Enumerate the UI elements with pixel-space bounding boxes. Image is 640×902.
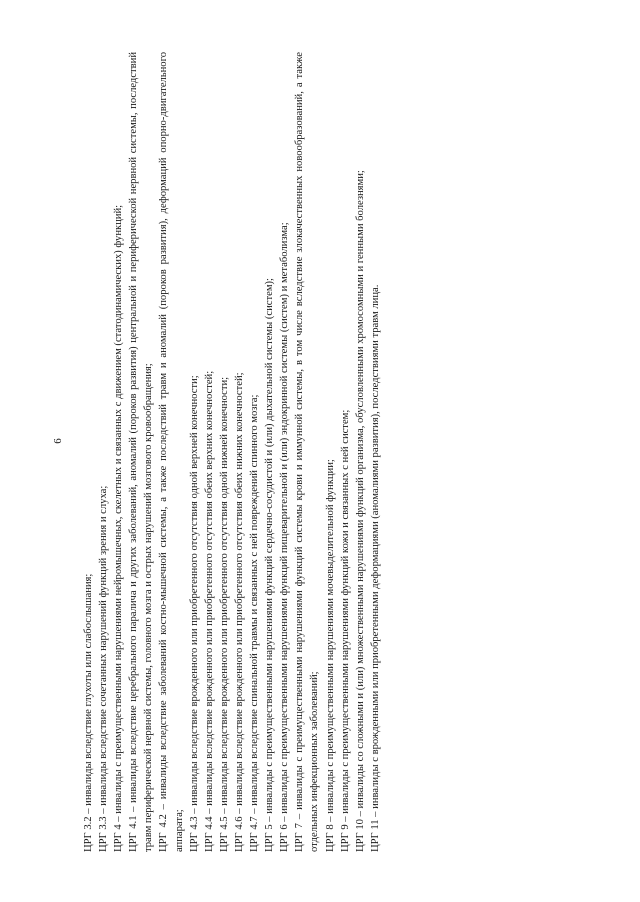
category-code: ЦРГ 7 [294, 823, 306, 852]
category-description: – инвалиды вследствие врожденного или приобретенного отсутствия одной верхней конечности; [188, 375, 200, 817]
category-description: – инвалиды с преимущественными нарушениями мочевыделительной функции; [324, 459, 336, 825]
list-item [126, 52, 156, 852]
category-code: ЦРГ 4.5 [218, 816, 230, 852]
category-code: ЦРГ 4.1 [128, 815, 140, 852]
category-description: – инвалиды вследствие врожденного или приобретенного отсутствия одной нижней конечности; [218, 376, 230, 817]
list-item [81, 52, 96, 852]
category-code: ЦРГ 11 [369, 819, 381, 852]
list-item [156, 52, 186, 852]
category-code: ЦРГ 5 [264, 824, 276, 852]
category-description: – инвалиды с преимущественными нарушениями функций системы крови и иммунной системы, в том числе вследствие злокачественных новообразований, а также отдельных инфекционных заболеваний; [294, 52, 321, 852]
list-item [277, 52, 292, 852]
category-code: ЦРГ 4.4 [203, 816, 215, 852]
category-description: – инвалиды с преимущественными нарушениями нейромышечных, скелетных и связанных с движением (статодинамических) функций; [113, 204, 125, 825]
list-item [187, 52, 202, 852]
category-code: ЦРГ 4.3 [188, 816, 200, 852]
list-item [202, 52, 217, 852]
list-item [353, 52, 368, 852]
category-description: – инвалиды вследствие глухоты или слабослышания; [83, 573, 94, 817]
category-description: – инвалиды вследствие врожденного или приобретенного отсутствия обеих верхних конечностей; [203, 370, 215, 817]
category-description: – инвалиды вследствие заболеваний костно-мышечной системы, а также последствий травм и аномалий (пороков развития), деформаций опорно-двигательного аппарата; [158, 52, 185, 852]
list-item [262, 52, 277, 852]
category-code: ЦРГ 4.2 [158, 814, 170, 852]
category-description: – инвалиды с преимущественными нарушениями функций кожи и связанных с ней систем; [339, 409, 351, 825]
category-code: ЦРГ 8 [324, 824, 336, 852]
category-description: – инвалиды с преимущественными нарушениями функций сердечно-сосудистой и (или) дыхательной системы (систем); [264, 278, 276, 825]
category-description: – инвалиды вследствие врожденного или приобретенного отсутствия обеих нижних конечностей; [233, 372, 245, 817]
category-code: ЦРГ 6 [279, 824, 291, 852]
list-item [292, 52, 322, 852]
category-list [81, 52, 383, 852]
list-item [338, 52, 353, 852]
category-code: ЦРГ 10 [354, 819, 366, 852]
category-code: ЦРГ 4.6 [233, 816, 245, 852]
category-description: – инвалиды со сложными и (или) множественными нарушениями функций организма, обусловленными хромосомными и генными болезнями; [354, 170, 366, 820]
page-number: 6 [52, 438, 64, 444]
category-code: ЦРГ 3.2 [83, 816, 94, 852]
category-code: ЦРГ 4.7 [249, 816, 261, 852]
list-item [247, 52, 262, 852]
list-item [232, 52, 247, 852]
list-item [217, 52, 232, 852]
list-item [368, 52, 383, 852]
category-description: – инвалиды с преимущественными нарушениями функций пищеварительной и (или) эндокринной системы (систем) и метаболизма; [279, 222, 291, 825]
category-code: ЦРГ 4 [113, 824, 125, 852]
category-description: – инвалиды вследствие церебрального паралича и других заболеваний, аномалий (пороков развития) центральной и периферической нервной системы, последствий травм периферической нервной системы, головного мозга и острых нарушений мозгового кровообращения; [128, 52, 155, 852]
category-code: ЦРГ 9 [339, 824, 351, 852]
category-description: – инвалиды вследствие спинальной травмы и связанных с ней повреждений спинного мозга; [249, 394, 261, 817]
list-item [96, 52, 111, 852]
list-item [111, 52, 126, 852]
list-item [323, 52, 338, 852]
category-description: – инвалиды вследствие сочетанных нарушений функций зрения и слуха; [98, 485, 110, 817]
category-description: – инвалиды с врожденными или приобретенными деформациями (аномалиями развития), последствиями травм лица. [369, 284, 381, 820]
category-code: ЦРГ 3.3 [98, 816, 110, 852]
